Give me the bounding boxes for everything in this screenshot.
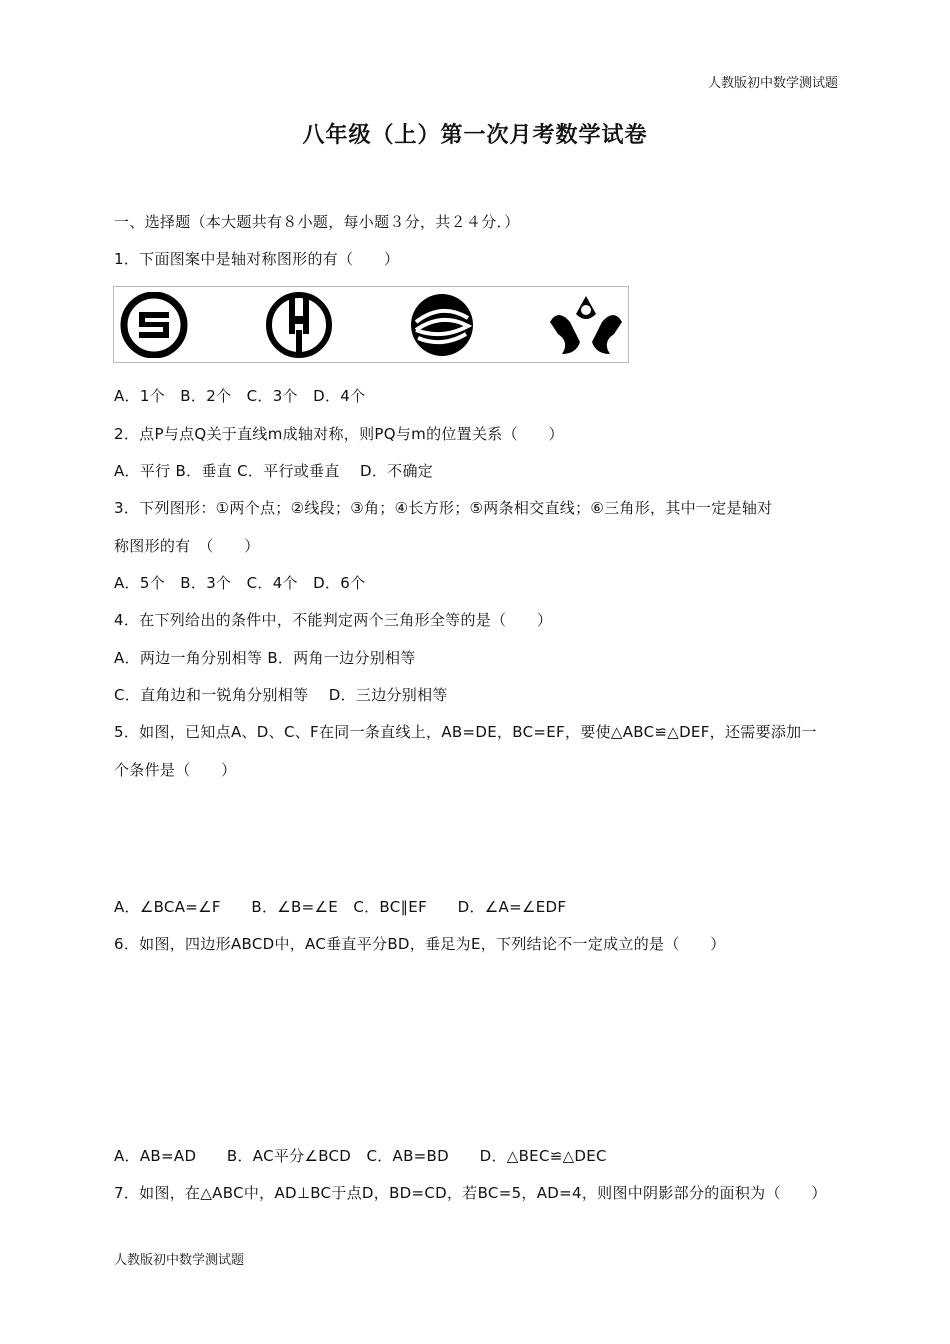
question-2-stem: 2．点P与点Q关于直线m成轴对称，则PQ与m的位置关系（ ） xyxy=(114,425,564,443)
question-1-options: A．1个 B．2个 C．3个 D．4个 xyxy=(114,387,366,405)
question-3-stem: 3．下列图形：①两个点；②线段；③角；④长方形；⑤两条相交直线；⑥三角形，其中一定是轴对 xyxy=(114,499,773,517)
logo-figure xyxy=(113,286,629,363)
telecom-logo-icon xyxy=(402,292,482,358)
question-4-stem: 4．在下列给出的条件中，不能判定两个三角形全等的是（ ） xyxy=(114,611,553,629)
question-5-options: A．∠BCA=∠F B．∠B=∠E C．BC∥EF D．∠A=∠EDF xyxy=(114,898,567,916)
page-header: 人教版初中数学测试题 xyxy=(707,76,838,91)
question-1-stem: 1．下面图案中是轴对称图形的有（ ） xyxy=(114,250,400,268)
question-5-stem-cont: 个条件是（ ） xyxy=(114,761,237,779)
question-5-stem: 5．如图，已知点A、D、C、F在同一条直线上，AB=DE，BC=EF，要使△ABC≌△DEF，还需要添加一 xyxy=(114,723,817,741)
question-2-options: A．平行 B．垂直 C．平行或垂直 D．不确定 xyxy=(114,462,434,480)
bank-logo-2-icon xyxy=(259,292,339,358)
section-heading: 一、选择题（本大题共有８小题，每小题３分，共２４分．） xyxy=(114,213,520,231)
question-3-options: A．5个 B．3个 C．4个 D．6个 xyxy=(114,574,366,592)
question-6-stem: 6．如图，四边形ABCD中，AC垂直平分BD，垂足为E，下列结论不一定成立的是（ ） xyxy=(114,935,726,953)
page-title: 八年级（上）第一次月考数学试卷 xyxy=(302,122,648,148)
question-7-stem: 7．如图，在△ABC中，AD⊥BC于点D，BD=CD，若BC=5，AD=4，则图中阴影部分的面积为（ ） xyxy=(114,1184,827,1202)
question-4-options: A．两边一角分别相等 B．两角一边分别相等 xyxy=(114,649,416,667)
bank-logo-1-icon xyxy=(114,292,194,358)
hands-logo-icon xyxy=(546,292,626,358)
question-3-stem-cont: 称图形的有 （ ） xyxy=(114,537,260,555)
question-6-options: A．AB=AD B．AC平分∠BCD C．AB=BD D．△BEC≌△DEC xyxy=(114,1147,607,1165)
page-footer: 人教版初中数学测试题 xyxy=(114,1253,245,1268)
question-4-options-cont: C．直角边和一锐角分别相等 D．三边分别相等 xyxy=(114,686,448,704)
